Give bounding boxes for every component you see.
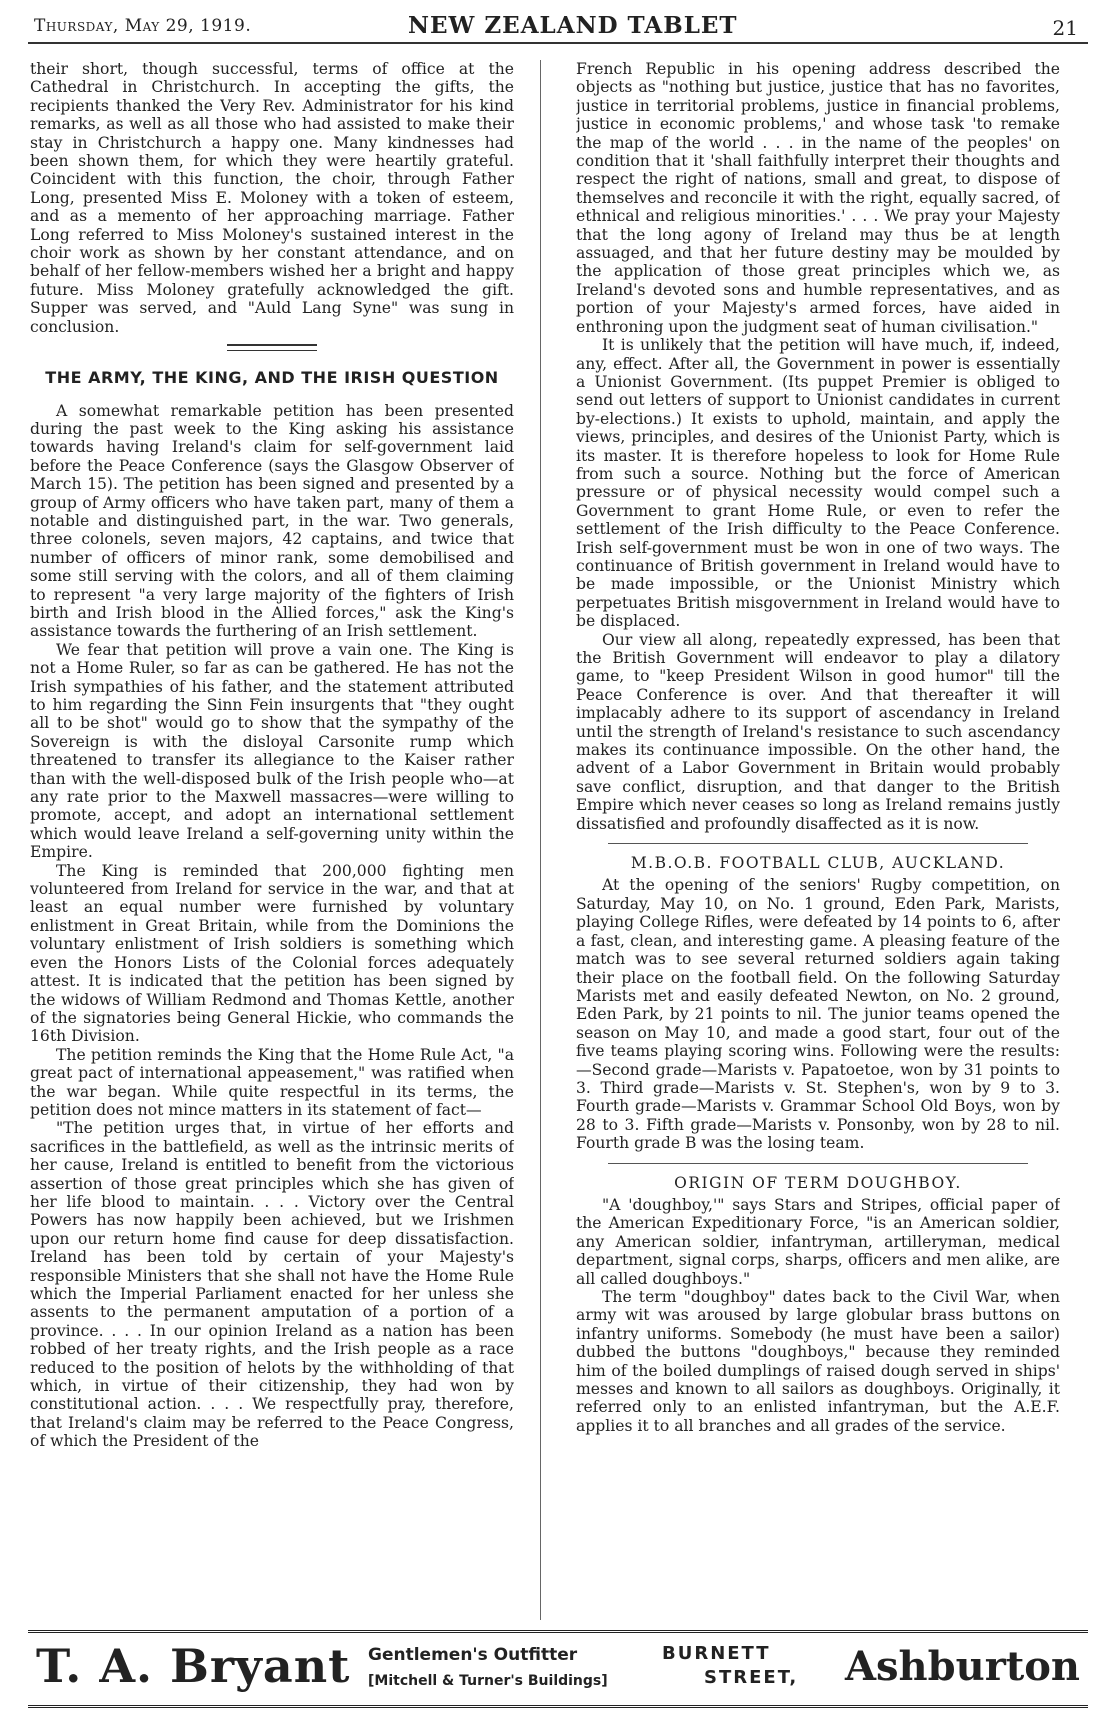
section-divider xyxy=(227,344,317,351)
advertiser-street-label: STREET, xyxy=(704,1667,799,1688)
article-paragraph: The King is reminded that 200,000 fighting men volunteered from Ireland for service in the war, and that at least an equal number were furnished by voluntary enlistment in Great Britain, while from the Dominions the voluntary enlistment of Irish soldiers is something which even the Honors Lists of the Colonial forces adequately attest. It is indicated that the petition has been signed by the widows of William Redmond and Thomas Kettle, another of the signatories being General Hickie, who commands the 16th Division. xyxy=(30,861,514,1046)
column-divider xyxy=(540,60,541,1620)
article-paragraph: We fear that petition will prove a vain one. The King is not a Home Ruler, so far as can be gathered. He has not the Irish sympathies of his father, and the statement attributed to him regarding the Sinn Fein insurgents that "they ought all to be shot" would go to show that the sympathy of the Sovereign is with the disloyal Carsonite rump which threatened to transfer its allegiance to the Kaiser rather than with the well-disposed bulk of the Irish people who—at any rate prior to the Maxwell massacres—were willing to promote, accept, and adopt an international settlement which would leave Ireland a self-governing unity within the Empire. xyxy=(30,640,514,862)
article-paragraph: A somewhat remarkable petition has been presented during the past week to the King asking his assistance towards having Ireland's claim for self-government laid before the Peace Conference (says the Glasgow Observer of March 15). The petition has been signed and presented by a group of Army officers who have taken part, many of them a notable and distinguished part, in the war. Two generals, three colonels, seven majors, 42 captains, and twice that number of officers of minor rank, some demobilised and some still serving with the colors, and all of them claiming to represent "a very large majority of the fighters of Irish birth and Irish blood in the Allied forces," ask the King's assistance towards the furthering of an Irish settlement. xyxy=(30,401,514,641)
advertiser-street-name: BURNETT xyxy=(662,1643,771,1664)
page-number: 21 xyxy=(1052,16,1078,40)
article-paragraph: their short, though successful, terms of office at the Cathedral in Christchurch. In accepting the gifts, the recipients thanked the Very Rev. Administrator for his kind remarks, as well as all those who had assisted to make their stay in Christchurch a happy one. Many kindnesses had been shown them, for which they were heartily grateful. Coincident with this function, the choir, through Father Long, presented Miss E. Moloney with a token of esteem, and as a memento of her approaching marriage. Father Long referred to Miss Moloney's sustained interest in the choir work as shown by her constant attendance, and on behalf of her fellow-members wished her a bright and happy future. Miss Moloney gratefully acknowledged the gift. Supper was served, and "Auld Lang Syne" was sung in conclusion. xyxy=(30,60,514,336)
page-header xyxy=(28,10,1088,44)
advertiser-name: T. A. Bryant xyxy=(36,1639,351,1693)
issue-date: Thursday, May 29, 1919. xyxy=(34,16,252,36)
article-paragraph: "A 'doughboy,'" says Stars and Stripes, official paper of the American Expeditionary Force, "is an American soldier, any American soldier, infantryman, artilleryman, medical department, signal corps, sharps, officers and men alike, are all called doughboys." xyxy=(576,1195,1060,1288)
article-paragraph: "The petition urges that, in virtue of her efforts and sacrifices in the battlefield, as well as the intrinsic merits of her cause, Ireland is entitled to benefit from the victorious assertion of those great principles which she has given of her life blood to maintain. . . . Victory over the Central Powers has now happily been achieved, but we Irishmen upon our return home find cause for deep dissatisfaction. Ireland has been told by certain of your Majesty's responsible Ministers that she shall not have the Home Rule which the Imperial Parliament enacted for her unless she assents to the permanent amputation of a portion of a province. . . . In our opinion Ireland as a nation has been robbed of her treaty rights, and the Irish people as a race reduced to the position of helots by the withholding of that which, in virtue of their citizenship, they had won by constitutional action. . . . We respectfully pray, therefore, that Ireland's claim may be referred to the Peace Congress, of which the President of the xyxy=(30,1119,514,1451)
advertisement-banner xyxy=(28,1630,1088,1708)
article-heading: ORIGIN OF TERM DOUGHBOY. xyxy=(674,1173,962,1192)
article-heading: M.B.O.B. FOOTBALL CLUB, AUCKLAND. xyxy=(630,854,1006,873)
article-paragraph: The petition reminds the King that the Home Rule Act, "a great pact of international appeasement," was ratified when the war began. While quite respectful in its terms, the petition does not mince matters in its statement of fact— xyxy=(30,1045,514,1119)
article-heading: THE ARMY, THE KING, AND THE IRISH QUESTION xyxy=(45,368,499,388)
article-paragraph: Our view all along, repeatedly expressed, has been that the British Government will endeavor to play a dilatory game, to "keep President Wilson in good humor" till the Peace Conference is over. And that thereafter it will implacably adhere to its support of ascendancy in Ireland until the strength of Ireland's resistance to such ascendancy makes its continuance impossible. On the other hand, the advent of a Labor Government in Britain would probably save conflict, disruption, and that danger to the British Empire which never ceases so long as Ireland remains justly dissatisfied and profoundly disaffected as it is now. xyxy=(576,630,1060,833)
advertiser-building: [Mitchell & Turner's Buildings] xyxy=(368,1673,608,1689)
right-column xyxy=(576,60,1060,1620)
section-divider xyxy=(608,1163,1028,1164)
advertiser-trade: Gentlemen's Outfitter xyxy=(368,1645,578,1665)
article-paragraph: It is unlikely that the petition will have much, if, indeed, any, effect. After all, the Government in power is essentially a Unionist Government. (Its puppet Premier is obliged to send out letters of support to Unionist candidates in current by-elections.) It exists to uphold, maintain, and apply the views, principles, and desires of the Unionist Party, which is its master. It is therefore hopeless to look for Home Rule from such a source. Nothing but the force of American pressure or of physical necessity would compel such a Government to grant Home Rule, or even to refer the settlement of the Irish difficulty to the Peace Conference. Irish self-government must be won in one of two ways. The continuance of British government in Ireland would have to be made impossible, or the Unionist Ministry which perpetuates British misgovernment in Ireland would have to be displaced. xyxy=(576,336,1060,631)
article-paragraph: The term "doughboy" dates back to the Civil War, when army wit was aroused by large globular brass buttons on infantry uniforms. Somebody (he must have been a sailor) dubbed the buttons "doughboys," because they reminded him of the boiled dumplings of raised dough served in ships' messes and known to all sailors as doughboys. Originally, it referred only to an enlisted infantryman, but the A.E.F. applies it to all branches and all grades of the service. xyxy=(576,1288,1060,1435)
advertiser-town: Ashburton xyxy=(845,1643,1080,1690)
masthead-title: NEW ZEALAND TABLET xyxy=(408,12,738,39)
left-column xyxy=(30,60,514,1620)
article-paragraph: At the opening of the seniors' Rugby competition, on Saturday, May 10, on No. 1 ground, Eden Park, Marists, playing College Rifles, were defeated by 14 points to 6, after a fast, clean, and interesting game. A pleasing feature of the match was to see several returned soldiers again taking their place on the football field. On the following Saturday Marists met and easily defeated Newton, on No. 2 ground, Eden Park, by 21 points to nil. The junior teams opened the season on May 10, and made a good start, four out of the five teams playing scoring wins. Following were the results:—Second grade—Marists v. Papatoetoe, won by 31 points to 3. Third grade—Marists v. St. Stephen's, won by 9 to 3. Fourth grade—Marists v. Grammar School Old Boys, won by 28 to 3. Fifth grade—Marists v. Ponsonby, won by 28 to nil. Fourth grade B was the losing team. xyxy=(576,876,1060,1153)
section-divider xyxy=(608,843,1028,844)
article-paragraph: French Republic in his opening address described the objects as "nothing but justice, justice that has no favorites, justice in territorial problems, justice in financial problems, justice in economic problems,' and whose task 'to remake the map of the world . . . in the name of the peoples' on condition that it 'shall faithfully interpret their thoughts and respect the right of nations, small and great, to dispose of themselves and reconcile it with the right, equally sacred, of ethnical and religious minorities.' . . . We pray your Majesty that the long agony of Ireland may thus be at length assuaged, and that her future destiny may be moulded by the application of those great principles which we, as Ireland's devoted sons and humble representatives, and as portion of your Majesty's armed forces, have aided in enthroning upon the judgment seat of human civilisation." xyxy=(576,60,1060,336)
